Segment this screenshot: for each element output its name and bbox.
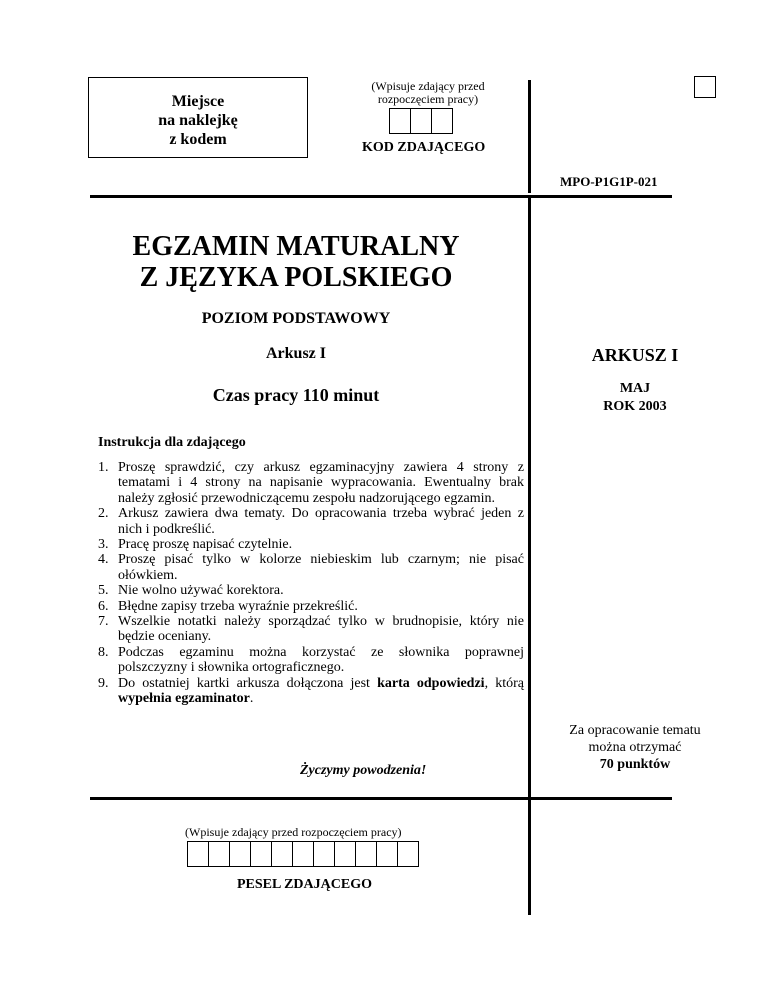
pesel-cell[interactable]: [355, 841, 377, 867]
instruction-number: 1.: [98, 460, 109, 475]
points-info: [535, 722, 735, 773]
instruction-number: 8.: [98, 644, 109, 660]
instruction-text: Pracę proszę napisać czytelnie.: [118, 537, 293, 553]
wishes-text: Życzymy powodzenia!: [300, 763, 427, 778]
instruction-number: 5.: [98, 583, 109, 599]
pesel-cell[interactable]: [313, 841, 335, 867]
pesel-cell[interactable]: [250, 841, 272, 867]
pesel-cell[interactable]: [187, 841, 209, 867]
instruction-text: Proszę pisać tylko w kolorze niebieskim lub czarnym; nie pisać ołówkiem.: [118, 552, 524, 583]
sticker-line-3: z kodem: [169, 131, 227, 148]
sticker-label: [89, 92, 307, 149]
exam-level: POZIOM PODSTAWOWY: [201, 310, 391, 327]
pesel-note: (Wpisuje zdający przed rozpoczęciem pracy): [185, 825, 402, 839]
points-line-3: 70 punktów: [599, 757, 671, 772]
small-check-box[interactable]: [694, 76, 716, 98]
exam-time: Czas pracy 110 minut: [212, 385, 380, 405]
instruction-text: Do ostatniej kartki arkusza dołączona jest: [118, 675, 378, 691]
instruction-number: 3.: [98, 537, 109, 553]
instruction-number: 7.: [98, 614, 109, 630]
instruction-number: 2.: [98, 506, 109, 522]
candidate-code-cell[interactable]: [389, 108, 411, 134]
instruction-item: [98, 676, 524, 707]
sheet-label-right: ARKUSZ I: [591, 345, 679, 365]
candidate-code-label: KOD ZDAJĄCEGO: [362, 140, 486, 155]
exam-title-line-1: EGZAMIN MATURALNY: [132, 231, 460, 262]
instruction-text: Arkusz zawiera dwa tematy. Do opracowania trzeba wybrać jeden z nich i podkreślić.: [118, 506, 524, 537]
instruction-text: Wszelkie notatki należy sporządzać tylko w brudnopisie, który nie będzie oceniany.: [118, 614, 524, 645]
horizontal-divider-bottom: [90, 797, 672, 800]
pesel-cell[interactable]: [334, 841, 356, 867]
points-line-1: Za opracowanie tematu: [569, 723, 701, 738]
instruction-item: [98, 506, 524, 537]
instruction-item: [98, 537, 524, 552]
vertical-divider-main: [528, 195, 531, 915]
instructions-heading: Instrukcja dla zdającego: [98, 435, 246, 450]
instruction-item: [98, 552, 524, 583]
instruction-item: [98, 460, 524, 506]
points-line-2: można otrzymać: [588, 740, 682, 755]
pesel-cell[interactable]: [397, 841, 419, 867]
instruction-text: , którą: [484, 675, 524, 691]
instruction-text: Nie wolno używać korektora.: [118, 583, 284, 599]
instruction-number: 9.: [98, 675, 109, 691]
sheet-label: Arkusz I: [265, 345, 326, 362]
instructions-list: [98, 460, 524, 707]
instruction-text: .: [249, 691, 254, 707]
instruction-item: [98, 614, 524, 645]
pesel-cell[interactable]: [271, 841, 293, 867]
instruction-bold-text: karta odpowiedzi: [377, 675, 485, 691]
instruction-text: Proszę sprawdzić, czy arkusz egzaminacyjny zawiera 4 strony z tematami i 4 strony na napisanie wypracowania. Ewentualny brak należy zgłosić przewodniczącemu zespołu nadzorującego egzamin.: [118, 460, 524, 506]
instruction-text: Podczas egzaminu można korzystać ze słownika poprawnej polszczyzny i słownika ortograficznego.: [118, 644, 524, 676]
pesel-cell[interactable]: [376, 841, 398, 867]
exam-month: MAJ: [619, 381, 651, 396]
pesel-label: PESEL ZDAJĄCEGO: [237, 877, 372, 892]
sticker-line-1: Miejsce: [171, 93, 225, 110]
exam-title-line-2: Z JĘZYKA POLSKIEGO: [139, 262, 453, 293]
pesel-cell[interactable]: [208, 841, 230, 867]
candidate-code-note-line-1: (Wpisuje zdający przed: [371, 79, 485, 93]
sheet-code: MPO-P1G1P-021: [560, 174, 658, 189]
instruction-item: [98, 645, 524, 676]
instruction-number: 4.: [98, 552, 109, 568]
candidate-code-cells[interactable]: [389, 108, 453, 134]
candidate-code-note-line-2: rozpoczęciem pracy): [377, 92, 479, 106]
pesel-cell[interactable]: [292, 841, 314, 867]
candidate-code-note: [340, 80, 516, 106]
pesel-cell[interactable]: [229, 841, 251, 867]
instruction-number: 6.: [98, 598, 109, 614]
candidate-code-cell[interactable]: [431, 108, 453, 134]
sticker-box: [88, 77, 308, 158]
pesel-cells[interactable]: [187, 841, 419, 867]
vertical-divider-top: [528, 80, 531, 193]
instruction-text: Błędne zapisy trzeba wyraźnie przekreślić.: [118, 598, 358, 614]
instruction-bold-text: wypełnia egzaminator: [118, 691, 250, 707]
exam-title: [88, 231, 504, 293]
horizontal-divider-top: [90, 195, 672, 198]
sticker-line-2: na naklejkę: [158, 112, 238, 129]
exam-year: ROK 2003: [603, 399, 667, 414]
instruction-item: [98, 583, 524, 598]
instruction-item: [98, 599, 524, 614]
candidate-code-cell[interactable]: [410, 108, 432, 134]
